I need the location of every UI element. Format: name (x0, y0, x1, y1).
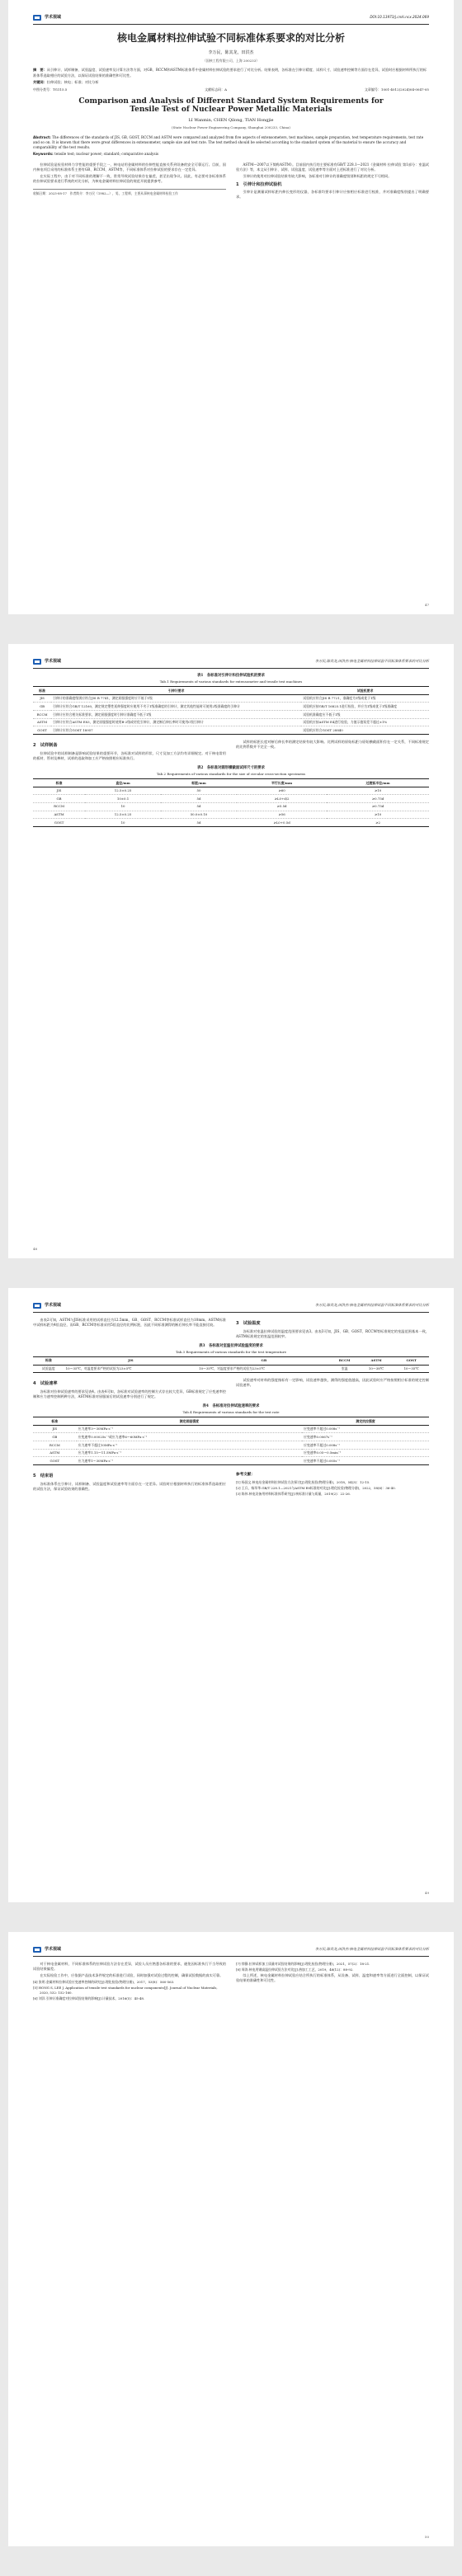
table-4 (33, 1417, 429, 1465)
paragraph: 各标准体系在引伸计、试样制备、试验温度和试验速率等方面存在一定差异。试验时应根据材料执行的标准体系选取相应的试验方法，保证试验结果的准确性。 (33, 1481, 226, 1491)
table-2-caption-en: Tab.2 Requirements of various standards for the size of circular cross-section specimens (156, 772, 306, 777)
left-column (33, 162, 226, 202)
table-row: JIS 应力速率3～30MPa·s⁻¹ 应变速率不超过0.008s⁻¹ (33, 1425, 429, 1433)
left-column (33, 1378, 226, 1401)
running-title: 李万民,陈其龙,田洪杰:核电金属材料拉伸试验不同标准体系要求的对比分析 (314, 659, 429, 664)
table-4-caption: 表4 各标准对拉伸试验速率的要求 (202, 1403, 260, 1408)
paragraph: 引伸计是测量试样标距内伸长变形的仪器，各标准均要求引伸计应按相应标准进行校准，并对准确度级别提出了明确要求。 (236, 190, 429, 200)
journal-logo-icon (33, 15, 41, 21)
paragraph: ASTM—2007以下简称ASTM）。目前国内执行的主要标准有GB/T 228.1—2021《金属材料 拉伸试验 第1部分：室温试验方法》等，本文从引伸计、试样、试验温度、试验速率等方面对上述标准进行了对比分析。 (236, 162, 429, 172)
page-header: 学术视域 李万民,陈其龙,田洪杰:核电金属材料拉伸试验不同标准体系要求的对比分析 (33, 1301, 429, 1313)
page-4 (8, 1932, 454, 2546)
authors-en: LI Wanmin, CHEN Qilong, TIAN Hongjie (188, 118, 274, 124)
table-row: GB 应变速率0.00025s⁻¹或应力速率6～60MPa·s⁻¹ 应变速率0.0067s⁻¹ (33, 1433, 429, 1441)
reference-item: [8] 周涛.核电用钢高温拉伸试验方法对比[J].热加工工艺，2019，48(12)：88-92. (236, 1967, 354, 1972)
table-row: JIS 引伸计的准确度级别应符合JIS B 7741，测定屈服强度时应不低于1级 试验机应符合JIS B 7721，准确度为1级或优于1级 (33, 694, 429, 703)
paragraph: 拉伸试验是检验材料力学性能的重要手段之一，核电站用金属材料的拉伸性能直接关系到设备的安全可靠运行。目前，国内核电项目采用的标准体系主要有GB、RCCM、ASTM等，不同标准体系对拉伸试验的要求存在一定差异。 (33, 162, 226, 172)
journal-logo-icon (33, 1303, 41, 1309)
journal-logo-icon (33, 659, 41, 665)
right-column (236, 1318, 429, 1341)
reference-item: [4] 张明.金属材料拉伸试验应变速率控制的研究[J].理化检验(物理分册)，2017，53(8)：560-563. (33, 1980, 175, 1985)
paragraph: 对于核电金属材料，不同标准体系的拉伸试验方法存在差异，试验人员应熟悉各标准的要求，避免因标准执行不当导致的试验结果偏差。 (33, 1962, 226, 1972)
right-column (236, 740, 429, 763)
paragraph: 在实际工程中，由于对不同标准的理解不一致，常常导致试验结果存在偏差，甚至出现争议。因此，有必要对各标准体系的拉伸试验要求进行系统的对比分析，为核电金属材料拉伸试验的规范开展提供参考。 (33, 173, 226, 183)
right-column (236, 162, 429, 202)
page-number: 50 (424, 2535, 429, 2540)
table-header-row: 标准 测定屈服强度 测定抗拉强度 (33, 1417, 429, 1426)
journal-name: 学术视域 (45, 14, 62, 20)
running-title: 李万民,陈其龙,田洪杰:核电金属材料拉伸试验不同标准体系要求的对比分析 (314, 1303, 429, 1308)
table-row: RCCM 引伸计应符合相关标准要求，测定屈服强度时引伸计准确度不低于1级 试验机准确度应不低于1级 (33, 711, 429, 719)
article-number: 文章编号：1001-4012(2024)04-0047-05 (364, 87, 429, 92)
page-number: 49 (424, 1891, 429, 1896)
reference-item: [6] 刘洋.引伸计准确度对拉伸试验结果的影响[J].计量技术，2016(5)：45-48. (33, 1996, 145, 2001)
table-header-row: 标准 引伸计要求 试验机要求 (33, 687, 429, 695)
paragraph: 各标准对拉伸试验速率的要求见表4。由表4可知，各标准对试验速率的控制方式存在较大差异，GB标准规定了应变速率控制和应力速率控制两种方法，ASTM标准对屈服前后的试验速率分别进行了规定。 (33, 1389, 226, 1398)
table-row: GB 引伸计应符合GB/T 12160，测定规定塑性延伸强度时应使用不劣于1级准确度的引伸计，测定其他性能时可使用2级准确度的引伸计 试验机应按GB/T 16825.1进行检验，并应为1级或优于1级准确度 (33, 703, 429, 711)
clc: 中图分类号：TG115.5 (33, 87, 68, 92)
section-heading-4: 4 试验速率 (33, 1381, 58, 1387)
table-3-caption-en: Tab.3 Requirements of various standards for the test temperature (175, 1350, 287, 1355)
references-heading: 参考文献： (236, 1473, 255, 1478)
paragraph: 引伸计的使用对拉伸试验结果有较大影响，各标准对引伸计的准确度级别和标距的规定不尽相同。 (243, 173, 392, 178)
table-row: JIS 12.5±0.25 50 ≥60 ≥10 (33, 787, 429, 795)
left-column (33, 740, 226, 763)
table-1-caption: 表1 各标准对引伸计和拉伸试验机的要求 (196, 674, 266, 678)
article-meta (33, 87, 429, 92)
page-header (33, 13, 429, 25)
table-row: RCCM 应力速率不超过10MPa·s⁻¹ 应变速率不超过0.008s⁻¹ (33, 1441, 429, 1450)
table-row: ASTM 应力速率1.15～11.5MPa·s⁻¹ 应变速率0.05～0.5min⁻¹ (33, 1449, 429, 1457)
page-1 (8, 0, 454, 614)
section-heading-5: 5 结束语 (33, 1474, 54, 1479)
table-row: GOST 10 5d ≥L0+0.5d ≥2 (33, 819, 429, 827)
section-heading-2: 2 试样制备 (33, 743, 58, 749)
table-row: ASTM 12.5±0.25 50.0±0.10 ≥56 ≥10 (33, 811, 429, 819)
table-row: GOST 引伸计应符合GOST 18957 试验机应符合GOST 28840 (33, 726, 429, 735)
right-column (236, 1378, 429, 1401)
paragraph: 拉伸试验中的试样制备是影响试验结果的重要环节，各标准对试样的形状、尺寸及加工方法均有详细规定。对于核电常用的板材、管材及棒材，试样的选取和加工应严格按照相应标准执行。 (33, 750, 226, 760)
table-row: 试验温度 10～35℃，对温度要求严格的试验为23±5℃ 10～35℃，对温度要求严格的试验为23±5℃ 室温 10～38℃ 10～35℃ (33, 1365, 429, 1373)
paragraph: 试验速率对材料的强度指标有一定影响，试验速率越快，测得的强度值越高，因此试验时应严格按照相应标准的规定控制试验速率。 (236, 1378, 429, 1388)
running-title: 李万民,陈其龙,田洪杰:核电金属材料拉伸试验不同标准体系要求的对比分析 (314, 1947, 429, 1952)
left-column (33, 1470, 226, 1497)
section-heading-3: 3 试验温度 (236, 1321, 261, 1326)
page-number: 48 (33, 1247, 38, 1252)
left-column (33, 1962, 226, 2002)
paragraph: 由表2可知，ASTM与JIS标准采用的试样直径为12.5mm，GB、GOST、RCCM等标准试样直径为10mm。ASTM标准中试样标距为4倍直径，而GB、RCCM等标准采用5倍直径的比例标距，因此不同标准测得的断后伸长率不能直接比较。 (33, 1318, 226, 1328)
keywords-en: Keywords: tensile test; nuclear power; standard; comparative analysis (33, 152, 159, 157)
doc-code: 文献标志码：A (205, 87, 228, 92)
paragraph: 综上所述，核电金属材料拉伸试验应结合所执行的标准体系，从设备、试样、温度和速率等方面进行全面控制，以保证试验结果的准确性和可比性。 (236, 1973, 429, 1983)
table-3 (33, 1356, 429, 1373)
title-en: Comparison and Analysis of Different Standard System Requirements for Tensile Test of Nuclear Power Metallic Materials (78, 96, 384, 115)
left-column (33, 1318, 226, 1341)
reference-item: [3] 陈伟.核电设备用材料标准体系研究[J].核标准计量与质量，2019(2)：22-26. (236, 1492, 351, 1496)
table-header-row: 标准 JIS GB RCCM ASTM GOST (33, 1356, 429, 1365)
table-row: GOST 应力速率1～30MPa·s⁻¹ 应变速率不超过0.005s⁻¹ (33, 1457, 429, 1465)
table-1 (33, 686, 429, 735)
reference-item: [7] 徐静.拉伸试样加工质量对试验结果的影响[J].理化检验(物理分册)，2021，57(2)：18-21. (236, 1962, 370, 1966)
page-number: 47 (424, 603, 429, 608)
table-row: GB 10±0.1 5d ≥L0+d/2 ≥0.75d (33, 795, 429, 803)
footnote: 收稿日期：2023-08-17 作者简介：李万民（1982—），男，工程师，主要从事核电金属材料检验工作 (33, 189, 226, 196)
table-2 (33, 778, 429, 827)
affiliation-en: (State Nuclear Power Engineering Company, Shanghai 200233, China) (172, 125, 290, 130)
right-column (236, 1470, 429, 1497)
authors-cn: 李万民，陈其龙，田洪杰 (208, 50, 254, 56)
affiliation-cn: （国核工程有限公司，上海 200233） (202, 58, 260, 63)
table-3-caption: 表3 各标准对室温拉伸试验温度的要求 (199, 1343, 263, 1348)
table-2-caption: 表2 各标准对圆形横截面试样尺寸的要求 (196, 765, 266, 770)
abstract-en: Abstract: The differences of the standards of JIS, GB, GOST, RCCM and ASTM were compared and analyzed from five aspects of extensometers, test machines, sample preparation, test temperature requirements, test rate and so on. It is known that there were great differences in extensometer, sample size and test rate. The test method should be selected according to the standard system of the material to ensure the accuracy and comparability of the test results. (33, 135, 424, 150)
reference-item: [1] 杨国文.核电站金属材料拉伸试验方法探讨[J].理化检验(物理分册)，2018，54(3)：12-15. (236, 1479, 370, 1484)
reference-item: [5] HONG S, LEE J. Application of tensile test standards for nuclear components[J]. Journal of Nuclear Materials, 2020, 532: 152-160. (33, 1986, 218, 1995)
right-column (236, 1962, 429, 2002)
journal-logo-icon (33, 1947, 41, 1953)
section-heading-1: 1 引伸计和拉伸试验机 (236, 181, 282, 187)
paragraph: 试样的标距长度对断后伸长率的测定结果有较大影响。比例试样的原始标距与原始横截面积存在一定关系，不同标准规定的比例系数并不完全一致。 (236, 740, 429, 750)
table-row: ASTM 引伸计应符合ASTM E83，测定屈服强度时使用B-2级或更优引伸计，测定断后伸长率时可使用C级引伸计 试验机应按ASTM E4进行检验，力值示值误差不超过±1% (33, 718, 429, 726)
page-2 (8, 644, 454, 1258)
page-header: 学术视域 李万民,陈其龙,田洪杰:核电金属材料拉伸试验不同标准体系要求的对比分析 (33, 657, 429, 669)
keywords-cn: 关键词：拉伸试验；核电；标准；对比分析 (33, 79, 99, 84)
paragraph: 在实际检验工作中，应依据产品技术条件规定的标准进行试验，同时加强对试验过程的控制，确保试验数据的真实可靠。 (40, 1973, 224, 1978)
table-4-caption-en: Tab.4 Requirements of various standards for the test rate (182, 1410, 280, 1415)
table-1-caption-en: Tab.1 Requirements of various standards for extensometer and tensile test machines (159, 679, 303, 684)
title-cn: 核电金属材料拉伸试验不同标准体系要求的对比分析 (116, 32, 345, 44)
page-3 (8, 1288, 454, 1902)
paragraph: 各标准对室温拉伸试验的温度范围要求见表3。由表3可知，JIS、GB、GOST、RCCM等标准规定的室温范围基本一致，ASTM标准规定的室温范围较窄。 (236, 1328, 429, 1338)
abstract-cn: 摘 要：从引伸计、试样制备、试验温度、试验速率及计算方法等方面，对GB、RCCM和ASTM标准体系中金属材料拉伸试验的要求进行了对比分析。结果表明，各标准在引伸计精度、试样尺寸、试验速率控制等方面存在差异，试验时应根据材料所执行的标准体系选取相应的试验方法，以保证试验结果的准确性和可比性。 (33, 68, 427, 78)
doi: DOI:10.13973/j.cnki.ncx.2024.069 (370, 15, 429, 20)
reference-item: [2] 王兵，杨翠华.GB/T 228.1—2021与ASTM E8标准的对比[J].理化检验(物理分册)，2022，58(6)：36-40. (236, 1485, 396, 1490)
table-header-row: 标准 直径/mm 标距/mm 平行长度/mm 过渡弧半径/mm (33, 779, 429, 787)
table-row: RCCM 10 5d ≥5.5d ≥0.75d (33, 802, 429, 811)
page-header: 学术视域 李万民,陈其龙,田洪杰:核电金属材料拉伸试验不同标准体系要求的对比分析 (33, 1945, 429, 1957)
